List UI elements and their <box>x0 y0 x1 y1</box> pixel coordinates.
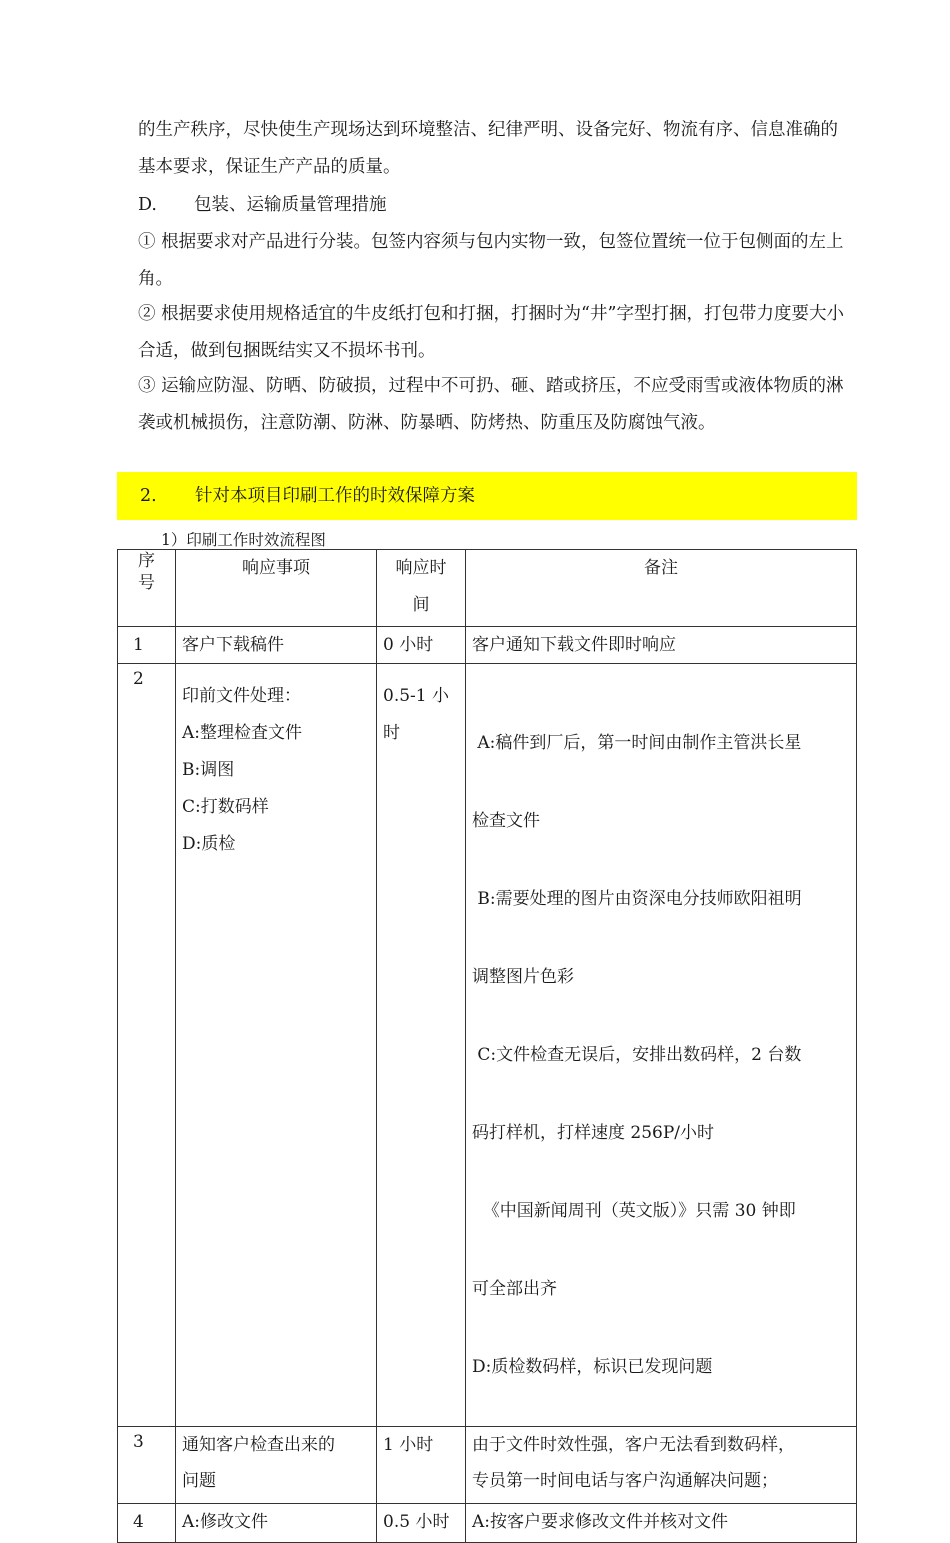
cell-seq: 3 <box>118 1427 176 1504</box>
cell-seq: 4 <box>118 1504 176 1543</box>
cell-item: A:修改文件 <box>176 1504 377 1543</box>
cell-time: 1 小时 <box>377 1427 466 1504</box>
cell-seq: 2 <box>118 664 176 1427</box>
cell-item: 通知客户检查出来的 问题 <box>176 1427 377 1504</box>
section-number: 2. <box>140 486 157 506</box>
cell-note: 客户通知下载文件即时响应 <box>466 627 857 664</box>
cell-item: 客户下载稿件 <box>176 627 377 664</box>
table-row <box>118 627 857 664</box>
cell-time: 0.5-1 小 时 <box>377 664 466 1427</box>
section-title: 针对本项目印刷工作的时效保障方案 <box>195 486 475 506</box>
table-row <box>118 1427 857 1504</box>
cell-note: A:按客户要求修改文件并核对文件 <box>466 1504 857 1543</box>
table-row <box>118 1504 857 1543</box>
cell-time: 0.5 小时 <box>377 1504 466 1543</box>
table-row <box>118 664 857 1427</box>
body-paragraph-item-1: ① 根据要求对产品进行分装。包签内容须与包内实物一致，包签位置统一位于包侧面的左上角。 <box>138 232 844 289</box>
cell-time: 0 小时 <box>377 627 466 664</box>
cell-note: 由于文件时效性强，客户无法看到数码样， 专员第一时间电话与客户沟通解决问题； <box>466 1427 857 1504</box>
header-seq: 序 号 <box>118 550 176 627</box>
table-header-row <box>118 550 857 627</box>
header-item: 响应事项 <box>176 550 377 627</box>
body-paragraph-item-2: ② 根据要求使用规格适宜的牛皮纸打包和打捆，打捆时为“井”字型打捆，打包带力度要大小合适，做到包捆既结实又不损坏书刊。 <box>138 304 844 361</box>
section-letter: D. <box>138 195 157 215</box>
cell-note: A:稿件到厂后，第一时间由制作主管洪长星 检查文件 B:需要处理的图片由资深电分技师欧阳祖明 调整图片色彩 C:文件检查无误后，安排出数码样，2 台数 码打样机，打样速度 256P/小时 《中国新闻周刊（英文版）》只需 30 钟即 可全部出齐 D:质检数码样，标识已发现问题 <box>466 664 857 1427</box>
timeline-table <box>117 549 857 1543</box>
header-time: 响应时 间 <box>377 550 466 627</box>
cell-item: 印前文件处理： A:整理检査文件 B:调图 C:打数码样 D:质检 <box>176 664 377 1427</box>
header-note: 备注 <box>466 550 857 627</box>
body-paragraph-item-3: ③ 运输应防湿、防晒、防破损，过程中不可扔、砸、踏或挤压，不应受雨雪或液体物质的淋袭或机械损伤，注意防潮、防淋、防暴晒、防烤热、防重压及防腐蚀气液。 <box>138 376 844 433</box>
body-paragraph-1: 的生产秩序，尽快使生产现场达到环境整洁、纪律严明、设备完好、物流有序、信息准确的基本要求，保证生产产品的质量。 <box>138 120 838 177</box>
cell-seq: 1 <box>118 627 176 664</box>
section-banner <box>117 472 857 520</box>
table-caption: 1）印刷工作时效流程图 <box>161 531 326 549</box>
section-heading-text: 包装、运输质量管理措施 <box>194 195 387 215</box>
section-heading-d <box>138 187 850 224</box>
